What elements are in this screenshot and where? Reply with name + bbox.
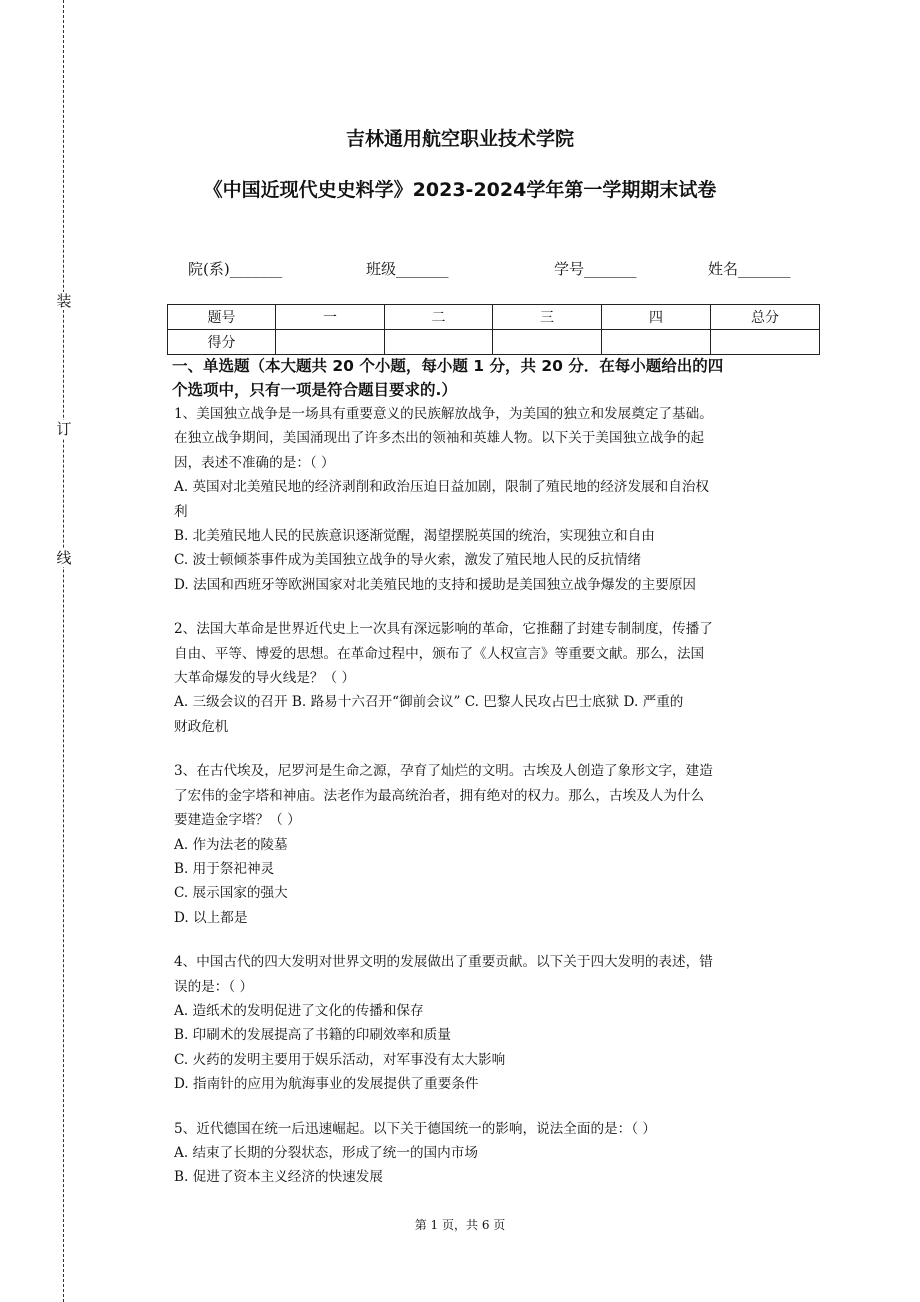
score-table <box>167 304 820 355</box>
question-line: 财政危机 <box>174 718 229 735</box>
question-line: B. 用于祭祀神灵 <box>174 860 275 877</box>
question-line: 5、近代德国在统一后迅速崛起。以下关于德国统一的影响，说法全面的是：（ ） <box>174 1120 656 1137</box>
score-table-score-row <box>168 330 820 355</box>
question-line: A. 结束了长期的分裂状态，形成了统一的国内市场 <box>174 1144 478 1161</box>
question-line: A. 造纸术的发明促进了文化的传播和保存 <box>174 1002 424 1019</box>
name-field[interactable]: 姓名_______ <box>708 260 791 278</box>
question-list <box>174 402 820 1190</box>
score-entry-cell[interactable] <box>276 330 385 355</box>
question-block <box>174 1117 820 1190</box>
score-entry-cell[interactable] <box>602 330 711 355</box>
binding-char-zhuang: 装 <box>56 292 72 310</box>
score-table-cell: 四 <box>602 305 711 330</box>
question-line: 大革命爆发的导火线是？（ ） <box>174 670 356 687</box>
page-number: 第 1 页，共 6 页 <box>414 1218 506 1232</box>
exam-content <box>174 354 820 1190</box>
question-line: 4、中国古代的四大发明对世界文明的发展做出了重要贡献。以下关于四大发明的表述，错 <box>174 954 713 971</box>
question-line: 了宏伟的金字塔和神庙。法老作为最高统治者，拥有绝对的权力。那么，古埃及人为什么 <box>174 787 705 804</box>
question-line: 3、在古代埃及，尼罗河是生命之源，孕育了灿烂的文明。古埃及人创造了象形文字，建造 <box>174 763 713 780</box>
question-line: B. 印刷术的发展提高了书籍的印刷效率和质量 <box>174 1027 451 1044</box>
question-line: 自由、平等、博爱的思想。在革命过程中，颁布了《人权宣言》等重要文献。那么，法国 <box>174 645 705 662</box>
exam-title: 《中国近现代史史料学》2023-2024学年第一学期期末试卷 <box>203 179 717 201</box>
score-table-cell: 三 <box>493 305 602 330</box>
score-table-cell: 得分 <box>168 330 276 355</box>
question-line: C. 火药的发明主要用于娱乐活动，对军事没有太大影响 <box>174 1051 506 1068</box>
question-line: 误的是：（ ） <box>174 978 254 995</box>
section-heading-line: 个选项中，只有一项是符合题目要求的.） <box>172 381 457 399</box>
question-spacer <box>174 1097 820 1117</box>
question-block <box>174 759 820 930</box>
question-spacer <box>174 739 820 759</box>
binding-char-ding: 订 <box>56 420 72 438</box>
score-table-cell: 一 <box>276 305 385 330</box>
question-line: 1、美国独立战争是一场具有重要意义的民族解放战争，为美国的独立和发展奠定了基础。 <box>174 406 713 422</box>
score-table-cell: 总分 <box>711 305 820 330</box>
section-heading-line: 一、单选题（本大题共 20 个小题，每小题 1 分，共 20 分．在每小题给出的四 <box>172 357 724 375</box>
question-line: D. 以上都是 <box>174 909 248 926</box>
question-spacer <box>174 597 820 617</box>
question-line: 因，表述不准确的是：（ ） <box>174 454 335 471</box>
question-block <box>174 950 820 1096</box>
question-line: D. 法国和西班牙等欧洲国家对北美殖民地的支持和援助是美国独立战争爆发的主要原因 <box>174 576 697 593</box>
score-entry-cell[interactable] <box>711 330 820 355</box>
question-spacer <box>174 930 820 950</box>
question-line: D. 指南针的应用为航海事业的发展提供了重要条件 <box>174 1076 479 1093</box>
question-line: 2、法国大革命是世界近代史上一次具有深远影响的革命，它推翻了封建专制制度，传播了 <box>174 621 713 638</box>
question-line: 在独立战争期间，美国涌现出了许多杰出的领袖和英雄人物。以下关于美国独立战争的起 <box>174 430 705 447</box>
score-table-cell: 二 <box>385 305 493 330</box>
score-entry-cell[interactable] <box>493 330 602 355</box>
question-line: A. 作为法老的陵墓 <box>174 836 288 853</box>
question-block <box>174 617 820 739</box>
class-field[interactable]: 班级_______ <box>366 260 449 278</box>
question-line: B. 北美殖民地人民的民族意识逐渐觉醒，渴望摆脱英国的统治，实现独立和自由 <box>174 528 655 545</box>
binding-char-xian: 线 <box>56 549 72 567</box>
question-line: 要建造金字塔？（ ） <box>174 812 301 829</box>
student-id-field[interactable]: 学号_______ <box>554 260 637 278</box>
student-info-row <box>188 258 808 280</box>
question-line: C. 波士顿倾茶事件成为美国独立战争的导火索，激发了殖民地人民的反抗情绪 <box>174 552 642 569</box>
department-field[interactable]: 院(系)_______ <box>188 260 283 278</box>
question-line: A. 三级会议的召开 B. 路易十六召开“御前会议” C. 巴黎人民攻占巴士底狱 D. 严重的 <box>174 694 684 711</box>
school-name: 吉林通用航空职业技术学院 <box>345 128 574 150</box>
score-table-header-row <box>168 305 820 330</box>
question-line: 利 <box>174 503 188 520</box>
question-block <box>174 402 820 597</box>
score-entry-cell[interactable] <box>385 330 493 355</box>
question-line: C. 展示国家的强大 <box>174 885 288 902</box>
question-line: B. 促进了资本主义经济的快速发展 <box>174 1169 383 1186</box>
question-line: A. 英国对北美殖民地的经济剥削和政治压迫日益加剧，限制了殖民地的经济发展和自治权 <box>174 479 710 496</box>
score-table-cell: 题号 <box>168 305 276 330</box>
